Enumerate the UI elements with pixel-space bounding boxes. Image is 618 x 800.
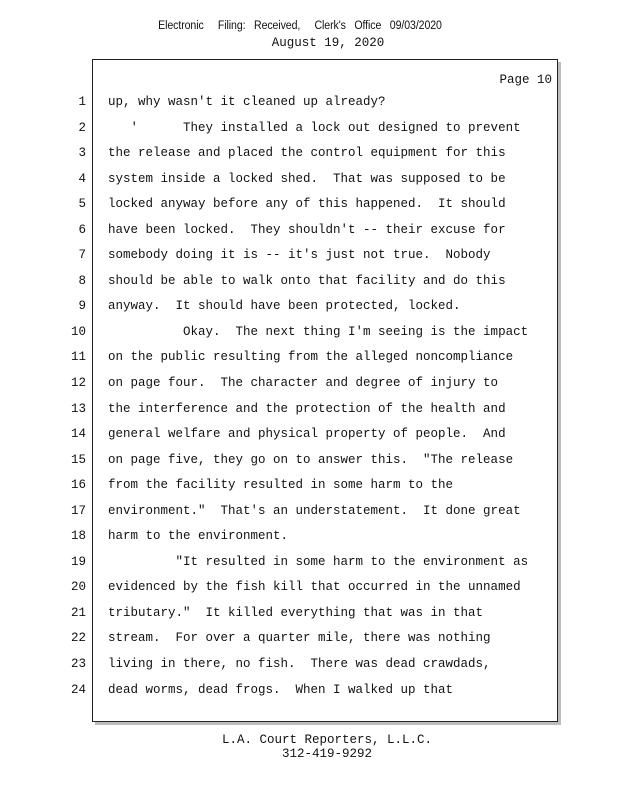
transcript-line: somebody doing it is -- it's just not true. Nobody xyxy=(108,248,491,263)
line-number: 7 xyxy=(78,248,86,263)
transcript-line: have been locked. They shouldn't -- their excuse for xyxy=(108,222,506,237)
reporter-name: L.A. Court Reporters, L.L.C. xyxy=(221,733,433,747)
line-number-column xyxy=(60,90,86,703)
line-number: 18 xyxy=(70,529,86,544)
transcript-line: should be able to walk onto that facility and do this xyxy=(108,273,506,288)
transcript-line: Okay. The next thing I'm seeing is the impact xyxy=(108,324,529,339)
electronic-filing-stamp: Electronic Filing: Received, Clerk's Office 09/03/2020 xyxy=(158,20,442,32)
transcript-line: tributary." It killed everything that was in that xyxy=(108,605,484,620)
line-number: 21 xyxy=(70,605,86,620)
line-number: 24 xyxy=(70,682,86,697)
line-number: 9 xyxy=(78,299,86,314)
transcript-line: the release and placed the control equipment for this xyxy=(108,146,506,161)
transcript-line: on the public resulting from the alleged noncompliance xyxy=(108,350,514,365)
line-number: 16 xyxy=(70,478,86,493)
transcript-line: evidenced by the fish kill that occurred in the unnamed xyxy=(108,580,521,595)
line-number: 11 xyxy=(70,350,86,365)
transcript-line: system inside a locked shed. That was supposed to be xyxy=(108,171,506,186)
transcript-line: up, why wasn't it cleaned up already? xyxy=(108,95,386,109)
transcript-line: locked anyway before any of this happened. It should xyxy=(108,197,506,212)
line-number: 6 xyxy=(78,222,86,237)
line-number: 2 xyxy=(78,120,86,135)
line-number: 19 xyxy=(70,554,86,569)
reporter-phone: 312-419-9292 xyxy=(281,747,372,761)
transcript-line: the interference and the protection of the health and xyxy=(108,401,506,416)
transcript-line: stream. For over a quarter mile, there was nothing xyxy=(108,631,491,646)
line-number: 14 xyxy=(70,427,86,442)
line-number: 22 xyxy=(70,631,86,646)
line-number: 17 xyxy=(70,503,86,518)
line-number: 3 xyxy=(78,146,86,161)
transcript-line: general welfare and physical property of people. And xyxy=(108,427,506,442)
line-number: 15 xyxy=(70,452,86,467)
line-number: 1 xyxy=(78,95,86,109)
transcript-line: harm to the environment. xyxy=(108,529,289,544)
page-number: Page 10 xyxy=(499,73,552,87)
court-reporter-footer xyxy=(0,733,618,761)
transcript-line: from the facility resulted in some harm to the xyxy=(108,478,454,493)
transcript-line: dead worms, dead frogs. When I walked up that xyxy=(108,682,454,697)
line-number: 13 xyxy=(70,401,86,416)
line-number: 23 xyxy=(70,657,86,672)
transcript-line: on page four. The character and degree of injury to xyxy=(108,376,499,391)
transcript-line: environment." That's an understatement. It done great xyxy=(108,503,521,518)
line-number: 10 xyxy=(70,324,86,339)
line-number: 20 xyxy=(70,580,86,595)
line-number: 4 xyxy=(78,171,86,186)
transcript-line: on page five, they go on to answer this. "The release xyxy=(108,452,514,467)
line-number: 8 xyxy=(78,273,86,288)
line-number: 12 xyxy=(70,376,86,391)
transcript-line: living in there, no fish. There was dead crawdads, xyxy=(108,657,491,672)
hearing-date: August 19, 2020 xyxy=(271,36,385,50)
transcript-line: "It resulted in some harm to the environment as xyxy=(108,554,529,569)
transcript-line: ' They installed a lock out designed to prevent xyxy=(108,120,521,135)
line-number: 5 xyxy=(78,197,86,212)
transcript-line: anyway. It should have been protected, locked. xyxy=(108,299,461,314)
transcript-body xyxy=(108,90,548,703)
